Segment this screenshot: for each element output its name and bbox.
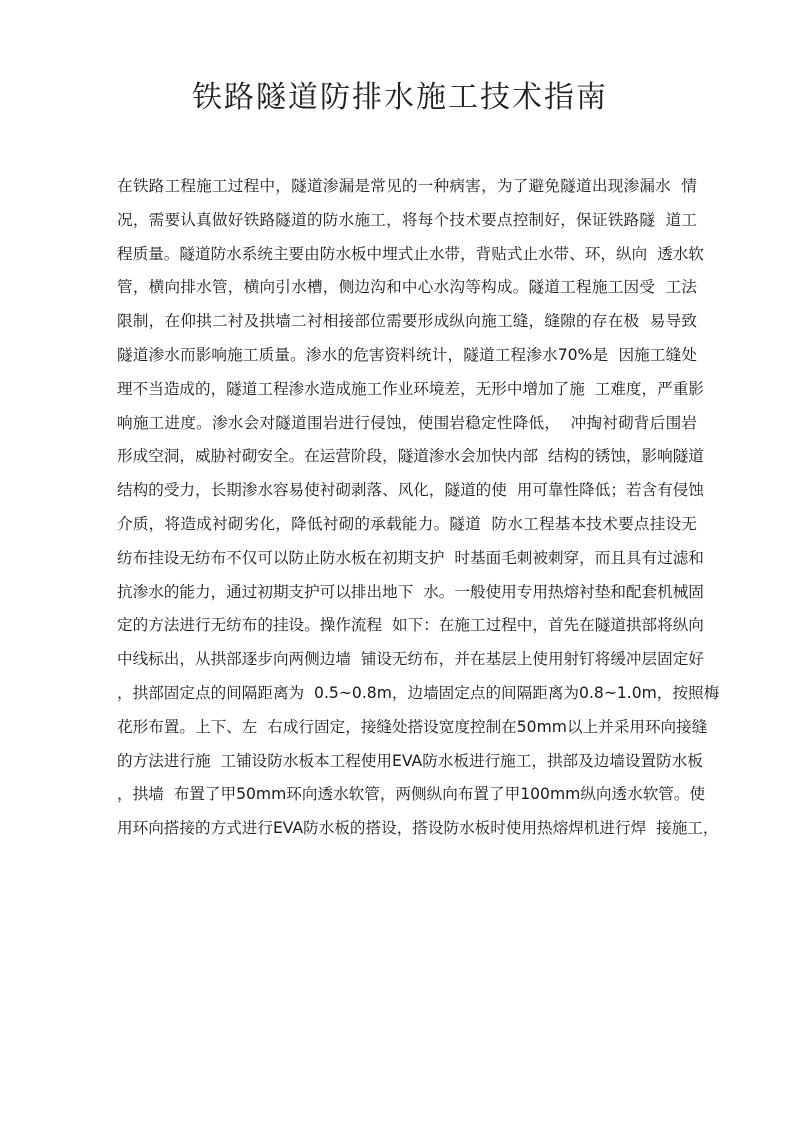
document-title: 铁路隧道防排水施工技术指南 (192, 80, 608, 115)
body-line-12: 纺布挂设无纺布不仅可以防止防水板在初期支护 时基面毛刺被刺穿，而且具有过滤和 (117, 548, 704, 567)
body-line-2: 况，需要认真做好铁路隧道的防水施工，将每个技术要点控制好，保证铁路隧 道工 (117, 210, 697, 229)
body-line-3: 程质量。隧道防水系统主要由防水板中埋式止水带，背贴式止水带、环，纵向 透水软 (117, 244, 704, 263)
body-line-6: 隧道渗水而影响施工质量。渗水的危害资料统计，隧道工程渗水70%是 因施工缝处 (117, 345, 697, 364)
body-line-9: 形成空洞，威胁衬砌安全。在运营阶段，隧道渗水会加快内部 结构的锈蚀，影响隧道 (117, 447, 704, 466)
body-line-11: 介质，将造成衬砌劣化，降低衬砌的承载能力。隧道 防水工程基本技术要点挂设无 (117, 514, 697, 533)
body-line-16: ，拱部固定点的间隔距离为 0.5~0.8m，边墙固定点的间隔距离为0.8~1.0m，按照梅 (117, 683, 720, 702)
body-line-17: 花形布置。上下、左 右成行固定，接缝处搭设宽度控制在50mm以上并采用环向接缝 (117, 717, 708, 736)
body-line-20: 用环向搭接的方式进行EVA防水板的搭设，搭设防水板时使用热熔焊机进行焊 接施工， (117, 819, 719, 838)
body-line-1: 在铁路工程施工过程中，隧道渗漏是常见的一种病害，为了避免隧道出现渗漏水 情 (117, 177, 697, 195)
body-line-13: 抗渗水的能力，通过初期支护可以排出地下 水。一般使用专用热熔衬垫和配套机械固 (117, 582, 704, 601)
body-line-19: ，拱墙 布置了甲50mm环向透水软管，两侧纵向布置了甲100mm纵向透水软管。使 (117, 785, 706, 804)
body-line-7: 理不当造成的，隧道工程渗水造成施工作业环境差，无形中增加了施 工难度，严重影 (117, 379, 704, 398)
body-line-5: 限制，在仰拱二衬及拱墙二衬相接部位需要形成纵向施工缝，缝隙的存在极 易导致 (117, 312, 697, 331)
body-line-14: 定的方法进行无纺布的挂设。操作流程 如下：在施工过程中，首先在隧道拱部将纵向 (117, 616, 704, 635)
document-body (117, 170, 720, 846)
body-line-15: 中线标出，从拱部逐步向两侧边墙 铺设无纺布，并在基层上使用射钉将缓冲层固定好 (117, 650, 704, 669)
body-line-10: 结构的受力，长期渗水容易使衬砌剥落、风化，隧道的使 用可靠性降低；若含有侵蚀 (117, 481, 704, 500)
body-line-4: 管，横向排水管，横向引水槽，侧边沟和中心水沟等构成。隧道工程施工因受 工法 (117, 278, 697, 297)
body-line-8: 响施工进度。渗水会对隧道围岩进行侵蚀，使围岩稳定性降低， 冲掏衬砌背后围岩 (117, 413, 697, 432)
body-line-18: 的方法进行施 工铺设防水板本工程使用EVA防水板进行施工，拱部及边墙设置防水板 (117, 751, 703, 770)
